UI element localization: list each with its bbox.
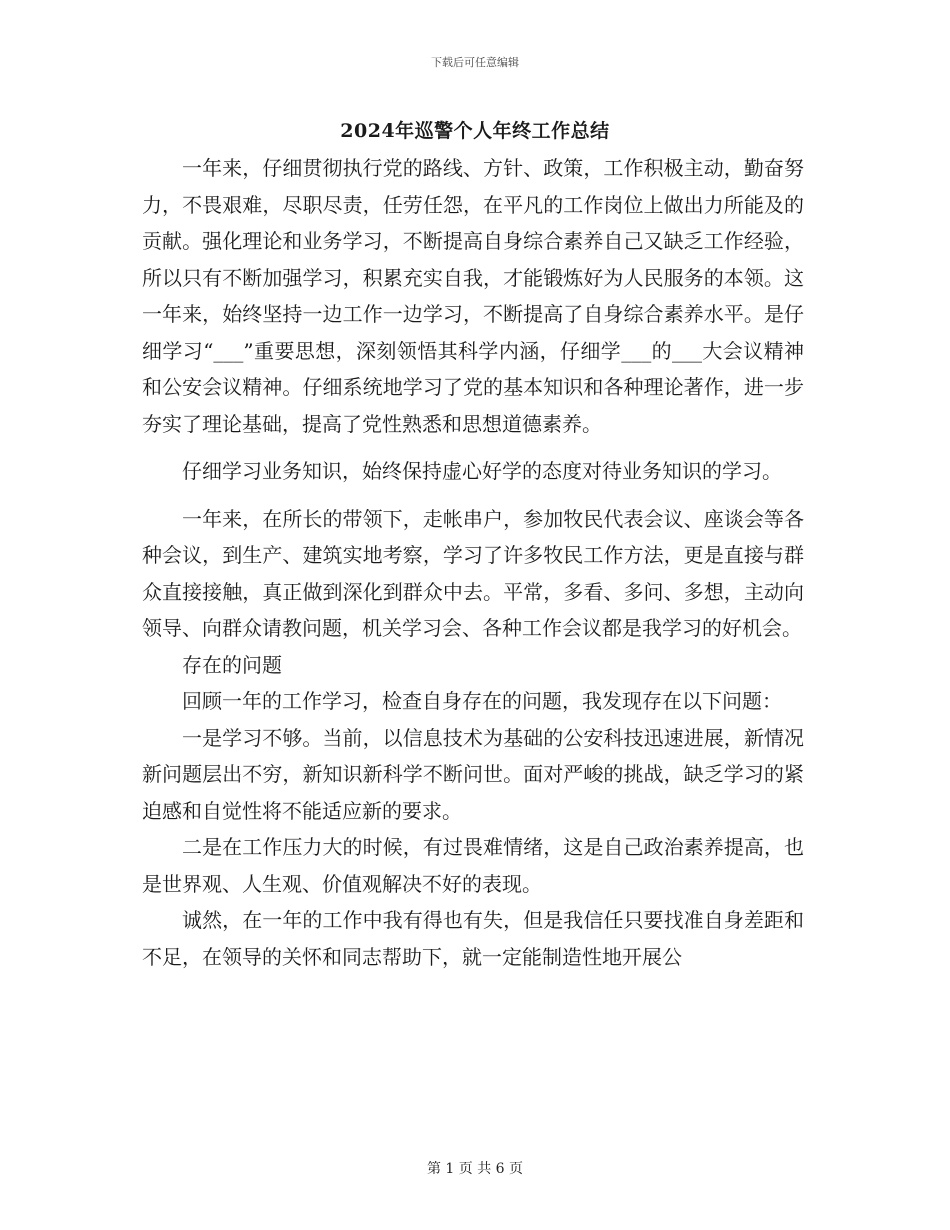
paragraph-business-knowledge: 仔细学习业务知识，始终保持虚心好学的态度对待业务知识的学习。 — [182, 459, 782, 483]
paragraph-problem-two: 二是在工作压力大的时候，有过畏难情绪，这是自己政治素养提高，也是世界观、人生观、价值观解决不好的表现。 — [142, 835, 804, 896]
paragraph-study-summary: 一年来，仔细贯彻执行党的路线、方针、政策，工作积极主动，勤奋努力，不畏艰难，尽职尽责，任劳任怨，在平凡的工作岗位上做出力所能及的贡献。强化理论和业务学习，不断提高自身综合素养自己又缺乏工作经验，所以只有不断加强学习，积累充实自我，才能锻炼好为人民服务的本领。这一年来，始终坚持一边工作一边学习，不断提高了自身综合素养水平。是仔细学习“___”重要思想，深刻领悟其科学内涵，仔细学___的___大会议精神和公安会议精神。仔细系统地学习了党的基本知识和各种理论著作，进一步夯实了理论基础，提高了党性熟悉和思想道德素养。 — [142, 156, 804, 436]
document-title: 2024年巡警个人年终工作总结 — [340, 120, 610, 142]
paragraph-conclusion: 诚然，在一年的工作中我有得也有失，但是我信任只要找准自身差距和不足，在领导的关怀和同志帮助下，就一定能制造性地开展公 — [142, 908, 804, 969]
header-note: 下载后可任意编辑 — [431, 56, 519, 69]
paragraph-problem-one: 一是学习不够。当前，以信息技术为基础的公安科技迅速进展，新情况新问题层出不穷，新知识新科学不断问世。面对严峻的挑战，缺乏学习的紧迫感和自觉性将不能适应新的要求。 — [142, 725, 804, 823]
page-footer: 第 1 页 共 6 页 — [426, 1161, 524, 1177]
paragraph-review: 回顾一年的工作学习，检查自身存在的问题，我发现存在以下问题： — [182, 689, 782, 713]
paragraph-field-work: 一年来，在所长的带领下，走帐串户，参加牧民代表会议、座谈会等各种会议，到生产、建筑实地考察，学习了许多牧民工作方法，更是直接与群众直接接触，真正做到深化到群众中去。平常，多看、多问、多想，主动向领导、向群众请教问题，机关学习会、各种工作会议都是我学习的好机会。 — [142, 506, 804, 640]
document-body — [142, 150, 804, 975]
section-heading-problems: 存在的问题 — [182, 652, 282, 677]
